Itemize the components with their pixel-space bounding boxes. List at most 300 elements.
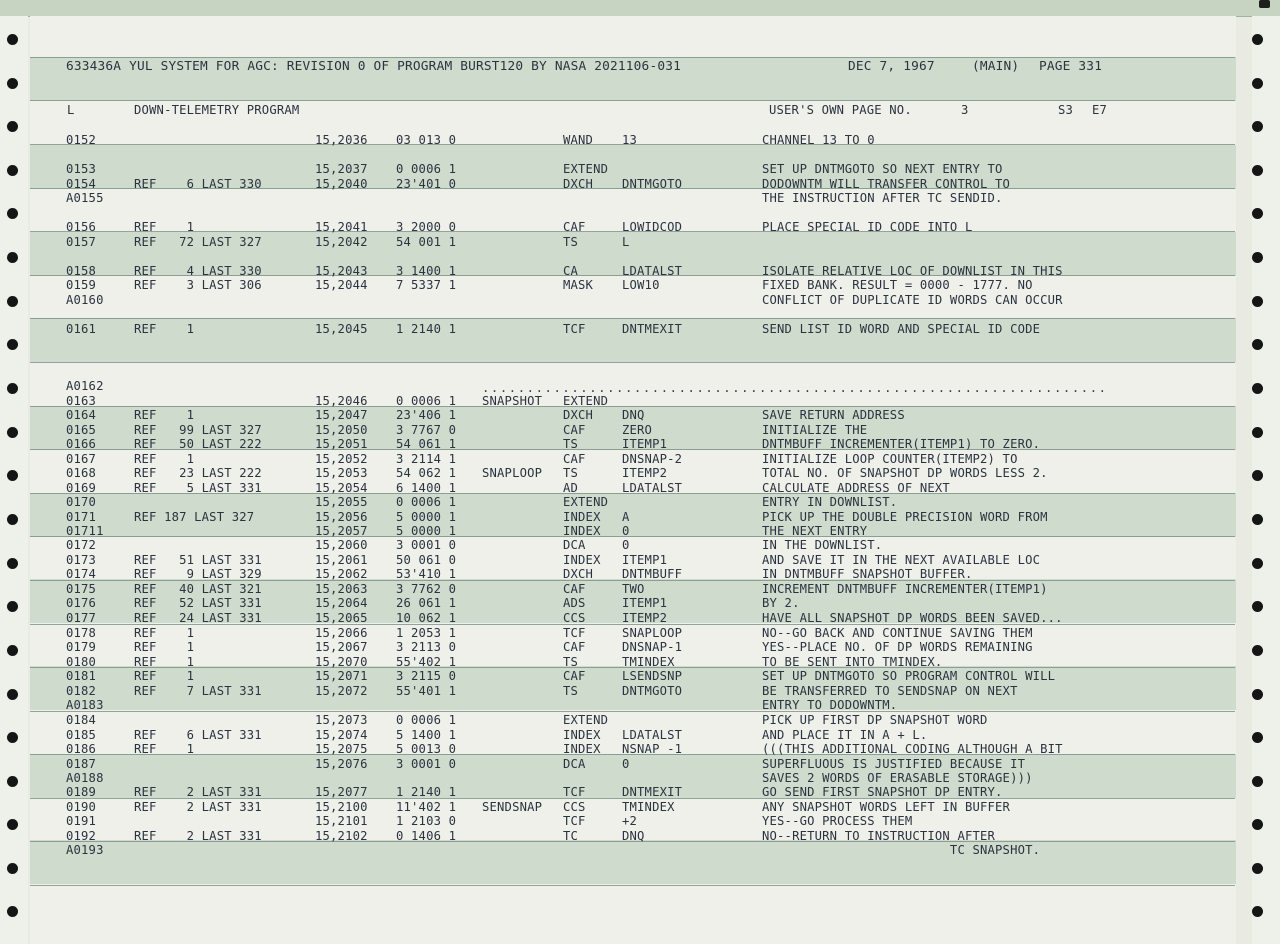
listing-row [0,538,1150,552]
tractor-hole [7,339,18,350]
comment: SET UP DNTMGOTO SO NEXT ENTRY TO [762,162,1003,176]
user-page-label: USER'S OWN PAGE NO. [769,103,912,117]
reference: REF 51 LAST 331 [134,553,262,567]
line-number: A0162 [66,379,104,393]
operand: 0 [622,757,630,771]
line-number: 0172 [66,538,97,552]
listing-row [0,553,1150,567]
memory-location: 15,2102 [315,829,368,843]
comment: SAVES 2 WORDS OF ERASABLE STORAGE))) [762,771,1033,785]
line-number: 0152 [66,133,97,147]
opcode: CCS [563,611,586,625]
reference: REF 52 LAST 331 [134,596,262,610]
comment: NO--GO BACK AND CONTINUE SAVING THEM [762,626,1033,640]
opcode: INDEX [563,553,601,567]
memory-location: 15,2057 [315,524,368,538]
opcode: CA [563,264,579,278]
tractor-hole [1252,296,1263,307]
machine-code: 1 2053 1 [396,626,457,640]
comment: THE NEXT ENTRY [762,524,868,538]
comment: ANY SNAPSHOT WORDS LEFT IN BUFFER [762,800,1011,814]
listing-row [0,220,1150,234]
tractor-hole [1252,165,1263,176]
listing-row [0,626,1150,640]
comment: SET UP DNTMGOTO SO PROGRAM CONTROL WILL [762,669,1056,683]
operand: LDATALST [622,728,683,742]
reference: REF 40 LAST 321 [134,582,262,596]
line-number: 0164 [66,408,97,422]
machine-code: 26 061 1 [396,596,457,610]
memory-location: 15,2071 [315,669,368,683]
reference: REF 1 [134,322,195,336]
listing-row [0,814,1150,828]
opcode: DXCH [563,567,594,581]
reference: REF 2 LAST 331 [134,785,262,799]
ruled-line [30,318,1235,319]
machine-code: 3 2113 0 [396,640,457,654]
listing-row [0,757,1150,771]
line-number: 0169 [66,481,97,495]
reference: REF 1 [134,408,195,422]
listing-row [0,437,1150,451]
machine-code: 0 0006 1 [396,495,457,509]
operand: LOW10 [622,278,660,292]
line-number: A0193 [66,843,104,857]
operand: ZERO [622,423,653,437]
machine-code: 53'410 1 [396,567,457,581]
machine-code: 54 001 1 [396,235,457,249]
machine-code: 3 2114 1 [396,452,457,466]
page-header [0,59,1103,74]
listing-row [0,408,1150,422]
tractor-hole [1252,645,1263,656]
line-number: 0154 [66,177,97,191]
line-number: 0165 [66,423,97,437]
reference: REF 2 LAST 331 [134,829,262,843]
tractor-hole [1252,819,1263,830]
opcode: INDEX [563,524,601,538]
memory-location: 15,2067 [315,640,368,654]
opcode: CAF [563,423,586,437]
tractor-hole [7,906,18,917]
opcode: TCF [563,626,586,640]
operand: LSENDSNP [622,669,683,683]
memory-location: 15,2066 [315,626,368,640]
statement-label: SENDSNAP [482,800,543,814]
machine-code: 0 0006 1 [396,394,457,408]
opcode: TS [563,466,579,480]
machine-code: 54 061 1 [396,437,457,451]
tractor-hole [1252,776,1263,787]
tractor-hole [1252,427,1263,438]
comment: HAVE ALL SNAPSHOT DP WORDS BEEN SAVED... [762,611,1063,625]
comment: SUPERFLUOUS IS JUSTIFIED BECAUSE IT [762,757,1026,771]
line-number: 0190 [66,800,97,814]
operand: ITEMP2 [622,611,668,625]
reference: REF 2 LAST 331 [134,800,262,814]
operand: DNTMEXIT [622,322,683,336]
memory-location: 15,2075 [315,742,368,756]
memory-location: 15,2065 [315,611,368,625]
memory-location: 15,2055 [315,495,368,509]
operand: LOWIDCOD [622,220,683,234]
reference: REF 7 LAST 331 [134,684,262,698]
operand: TMINDEX [622,800,675,814]
opcode: TS [563,235,579,249]
memory-location: 15,2044 [315,278,368,292]
machine-code: 54 062 1 [396,466,457,480]
listing-row [0,524,1150,538]
operand: DNTMEXIT [622,785,683,799]
tractor-hole [1252,601,1263,612]
memory-location: 15,2045 [315,322,368,336]
line-number: 0185 [66,728,97,742]
tractor-hole [7,252,18,263]
comment: CALCULATE ADDRESS OF NEXT [762,481,950,495]
listing-row [0,452,1150,466]
machine-code: 10 062 1 [396,611,457,625]
paper-top-strip [0,0,1280,17]
opcode: DCA [563,757,586,771]
listing-row [0,698,1150,712]
tractor-hole [7,34,18,45]
reference: REF 1 [134,220,195,234]
machine-code: 23'406 1 [396,408,457,422]
tractor-hole [1252,78,1263,89]
line-number: 0157 [66,235,97,249]
opcode: DCA [563,538,586,552]
tractor-hole [1252,863,1263,874]
memory-location: 15,2036 [315,133,368,147]
tractor-hole [1252,34,1263,45]
operand: ITEMP1 [622,437,668,451]
operand: DNTMGOTO [622,177,683,191]
tractor-hole [1252,208,1263,219]
listing-row [0,713,1150,727]
listing-row [0,800,1150,814]
listing-date: DEC 7, 1967 [848,59,935,74]
line-number: 0181 [66,669,97,683]
machine-code: 3 2000 0 [396,220,457,234]
machine-code: 3 7767 0 [396,423,457,437]
opcode: INDEX [563,510,601,524]
separator-dots: ...................................................................... [482,381,1108,395]
operand: SNAPLOOP [622,626,683,640]
listing-row [0,133,1150,147]
comment: BY 2. [762,596,800,610]
line-number: 0167 [66,452,97,466]
comment: TO BE SENT INTO TMINDEX. [762,655,943,669]
memory-location: 15,2041 [315,220,368,234]
line-number: 0156 [66,220,97,234]
user-page-number: 3 [961,103,969,117]
machine-code: 50 061 0 [396,553,457,567]
opcode: CAF [563,669,586,683]
reference: REF 5 LAST 331 [134,481,262,495]
comment: DODOWNTM WILL TRANSFER CONTROL TO [762,177,1011,191]
memory-location: 15,2072 [315,684,368,698]
operand: TWO [622,582,645,596]
comment: PLACE SPECIAL ID CODE INTO L [762,220,973,234]
opcode: CCS [563,800,586,814]
memory-location: 15,2056 [315,510,368,524]
machine-code: 3 0001 0 [396,538,457,552]
operand: TMINDEX [622,655,675,669]
memory-location: 15,2061 [315,553,368,567]
memory-location: 15,2076 [315,757,368,771]
comment: CHANNEL 13 TO 0 [762,133,875,147]
tractor-hole [1252,470,1263,481]
opcode: TS [563,684,579,698]
line-number: 0182 [66,684,97,698]
tractor-hole [1252,383,1263,394]
comment: YES--PLACE NO. OF DP WORDS REMAINING [762,640,1033,654]
line-number: A0183 [66,698,104,712]
memory-location: 15,2051 [315,437,368,451]
operand: DNSNAP-2 [622,452,683,466]
ruled-line [30,362,1235,363]
memory-location: 15,2042 [315,235,368,249]
main-label: (MAIN) [972,59,1020,74]
machine-code: 3 0001 0 [396,757,457,771]
line-number: 0173 [66,553,97,567]
listing-row [0,495,1150,509]
listing-row [0,235,1150,249]
listing-row [0,177,1150,191]
operand: DNTMGOTO [622,684,683,698]
reference: REF 4 LAST 330 [134,264,262,278]
operand: DNTMBUFF [622,567,683,581]
comment: PICK UP THE DOUBLE PRECISION WORD FROM [762,510,1048,524]
operand: DNSNAP-1 [622,640,683,654]
line-number: 0171 [66,510,97,524]
ruled-line [30,100,1235,101]
statement-label: SNAPSHOT [482,394,543,408]
program-title: 633436A YUL SYSTEM FOR AGC: REVISION 0 OF PROGRAM BURST120 BY NASA 2021106-031 [66,59,681,74]
machine-code: 1 2103 0 [396,814,457,828]
listing-row [0,394,1150,408]
comment: (((THIS ADDITIONAL CODING ALTHOUGH A BIT [762,742,1063,756]
memory-location: 15,2101 [315,814,368,828]
reference: REF 50 LAST 222 [134,437,262,451]
opcode: TS [563,437,579,451]
comment: YES--GO PROCESS THEM [762,814,913,828]
section-marker: L [67,103,75,117]
opcode: INDEX [563,742,601,756]
s-code: S3 [1058,103,1074,117]
comment: NO--RETURN TO INSTRUCTION AFTER [762,829,996,843]
section-title: DOWN-TELEMETRY PROGRAM [134,103,300,117]
memory-location: 15,2100 [315,800,368,814]
reference: REF 24 LAST 331 [134,611,262,625]
reference: REF 1 [134,640,195,654]
comment: ISOLATE RELATIVE LOC OF DOWNLIST IN THIS [762,264,1063,278]
listing-row [0,510,1150,524]
machine-code: 5 1400 1 [396,728,457,742]
line-number: 01711 [66,524,104,538]
memory-location: 15,2050 [315,423,368,437]
comment: INCREMENT DNTMBUFF INCREMENTER(ITEMP1) [762,582,1048,596]
listing-row [0,728,1150,742]
comment: PICK UP FIRST DP SNAPSHOT WORD [762,713,988,727]
reference: REF 6 LAST 330 [134,177,262,191]
memory-location: 15,2060 [315,538,368,552]
line-number: 0170 [66,495,97,509]
machine-code: 03 013 0 [396,133,457,147]
comment: SEND LIST ID WORD AND SPECIAL ID CODE [762,322,1041,336]
listing-row [0,669,1150,683]
opcode: EXTEND [563,495,609,509]
operand: 13 [622,133,638,147]
line-number: 0184 [66,713,97,727]
operand: +2 [622,814,638,828]
line-number: 0153 [66,162,97,176]
opcode: CAF [563,640,586,654]
comment: DNTMBUFF INCREMENTER(ITEMP1) TO ZERO. [762,437,1041,451]
machine-code: 6 1400 1 [396,481,457,495]
tractor-hole [1252,121,1263,132]
line-number: A0188 [66,771,104,785]
opcode: TC [563,829,579,843]
listing-row [0,829,1150,843]
comment: ENTRY IN DOWNLIST. [762,495,898,509]
machine-code: 0 0006 1 [396,713,457,727]
listing-row [0,742,1150,756]
machine-code: 7 5337 1 [396,278,457,292]
opcode: EXTEND [563,713,609,727]
opcode: DXCH [563,408,594,422]
machine-code: 3 1400 1 [396,264,457,278]
line-number: 0179 [66,640,97,654]
listing-row [0,785,1150,799]
listing-row [0,771,1150,785]
listing-row [0,264,1150,278]
machine-code: 11'402 1 [396,800,457,814]
opcode: DXCH [563,177,594,191]
machine-code: 1 2140 1 [396,785,457,799]
comment: SAVE RETURN ADDRESS [762,408,905,422]
line-number: 0178 [66,626,97,640]
machine-code: 55'401 1 [396,684,457,698]
comment: INITIALIZE LOOP COUNTER(ITEMP2) TO [762,452,1018,466]
machine-code: 5 0000 1 [396,524,457,538]
line-number: 0158 [66,264,97,278]
reference: REF 187 LAST 327 [134,510,255,524]
opcode: INDEX [563,728,601,742]
reference: REF 1 [134,655,195,669]
operand: DNQ [622,829,645,843]
line-number: 0186 [66,742,97,756]
tractor-hole [1252,514,1263,525]
reference: REF 72 LAST 327 [134,235,262,249]
comment: BE TRANSFERRED TO SENDSNAP ON NEXT [762,684,1018,698]
listing-row [0,843,1150,857]
tractor-hole [1252,558,1263,569]
line-number: 0180 [66,655,97,669]
operand: ITEMP1 [622,553,668,567]
section-header [0,103,1108,117]
listing-row [0,162,1150,176]
tractor-hole [7,863,18,874]
line-number: 0159 [66,278,97,292]
operand: ITEMP2 [622,466,668,480]
machine-code: 0 1406 1 [396,829,457,843]
line-number: 0161 [66,322,97,336]
opcode: CAF [563,220,586,234]
page-number: PAGE 331 [1039,59,1103,74]
tractor-hole [7,208,18,219]
machine-code: 0 0006 1 [396,162,457,176]
line-number: 0175 [66,582,97,596]
comment: TC SNAPSHOT. [762,843,1041,857]
opcode: TCF [563,814,586,828]
comment: IN DNTMBUFF SNAPSHOT BUFFER. [762,567,973,581]
comment: AND PLACE IT IN A + L. [762,728,928,742]
comment: CONFLICT OF DUPLICATE ID WORDS CAN OCCUR [762,293,1063,307]
operand: 0 [622,524,630,538]
reference: REF 9 LAST 329 [134,567,262,581]
opcode: MASK [563,278,594,292]
machine-code: 1 2140 1 [396,322,457,336]
opcode: ADS [563,596,586,610]
memory-location: 15,2040 [315,177,368,191]
listing-row [0,191,1150,205]
line-number: 0177 [66,611,97,625]
listing-row [0,278,1150,292]
reference: REF 6 LAST 331 [134,728,262,742]
reference: REF 23 LAST 222 [134,466,262,480]
opcode: WAND [563,133,594,147]
line-number: 0191 [66,814,97,828]
opcode: EXTEND [563,162,609,176]
opcode: TS [563,655,579,669]
line-number: 0166 [66,437,97,451]
comment: TOTAL NO. OF SNAPSHOT DP WORDS LESS 2. [762,466,1048,480]
tractor-hole [1252,339,1263,350]
listing-row [0,423,1150,437]
machine-code: 23'401 0 [396,177,457,191]
memory-location: 15,2062 [315,567,368,581]
machine-code: 5 0000 1 [396,510,457,524]
operand: 0 [622,538,630,552]
comment: GO SEND FIRST SNAPSHOT DP ENTRY. [762,785,1003,799]
memory-location: 15,2047 [315,408,368,422]
memory-location: 15,2053 [315,466,368,480]
memory-location: 15,2063 [315,582,368,596]
e-code: E7 [1092,103,1108,117]
line-number: 0176 [66,596,97,610]
line-number: A0155 [66,191,104,205]
line-number: 0168 [66,466,97,480]
comment: ENTRY TO DODOWNTM. [762,698,898,712]
memory-location: 15,2037 [315,162,368,176]
reference: REF 1 [134,669,195,683]
opcode: CAF [563,582,586,596]
operand: L [622,235,630,249]
reference: REF 3 LAST 306 [134,278,262,292]
tractor-hole [1252,252,1263,263]
opcode: TCF [563,785,586,799]
reference: REF 1 [134,452,195,466]
comment: THE INSTRUCTION AFTER TC SENDID. [762,191,1003,205]
listing-row [0,481,1150,495]
opcode: AD [563,481,579,495]
ruled-line [30,885,1235,886]
operand: NSNAP -1 [622,742,683,756]
comment: AND SAVE IT IN THE NEXT AVAILABLE LOC [762,553,1041,567]
memory-location: 15,2054 [315,481,368,495]
opcode: TCF [563,322,586,336]
